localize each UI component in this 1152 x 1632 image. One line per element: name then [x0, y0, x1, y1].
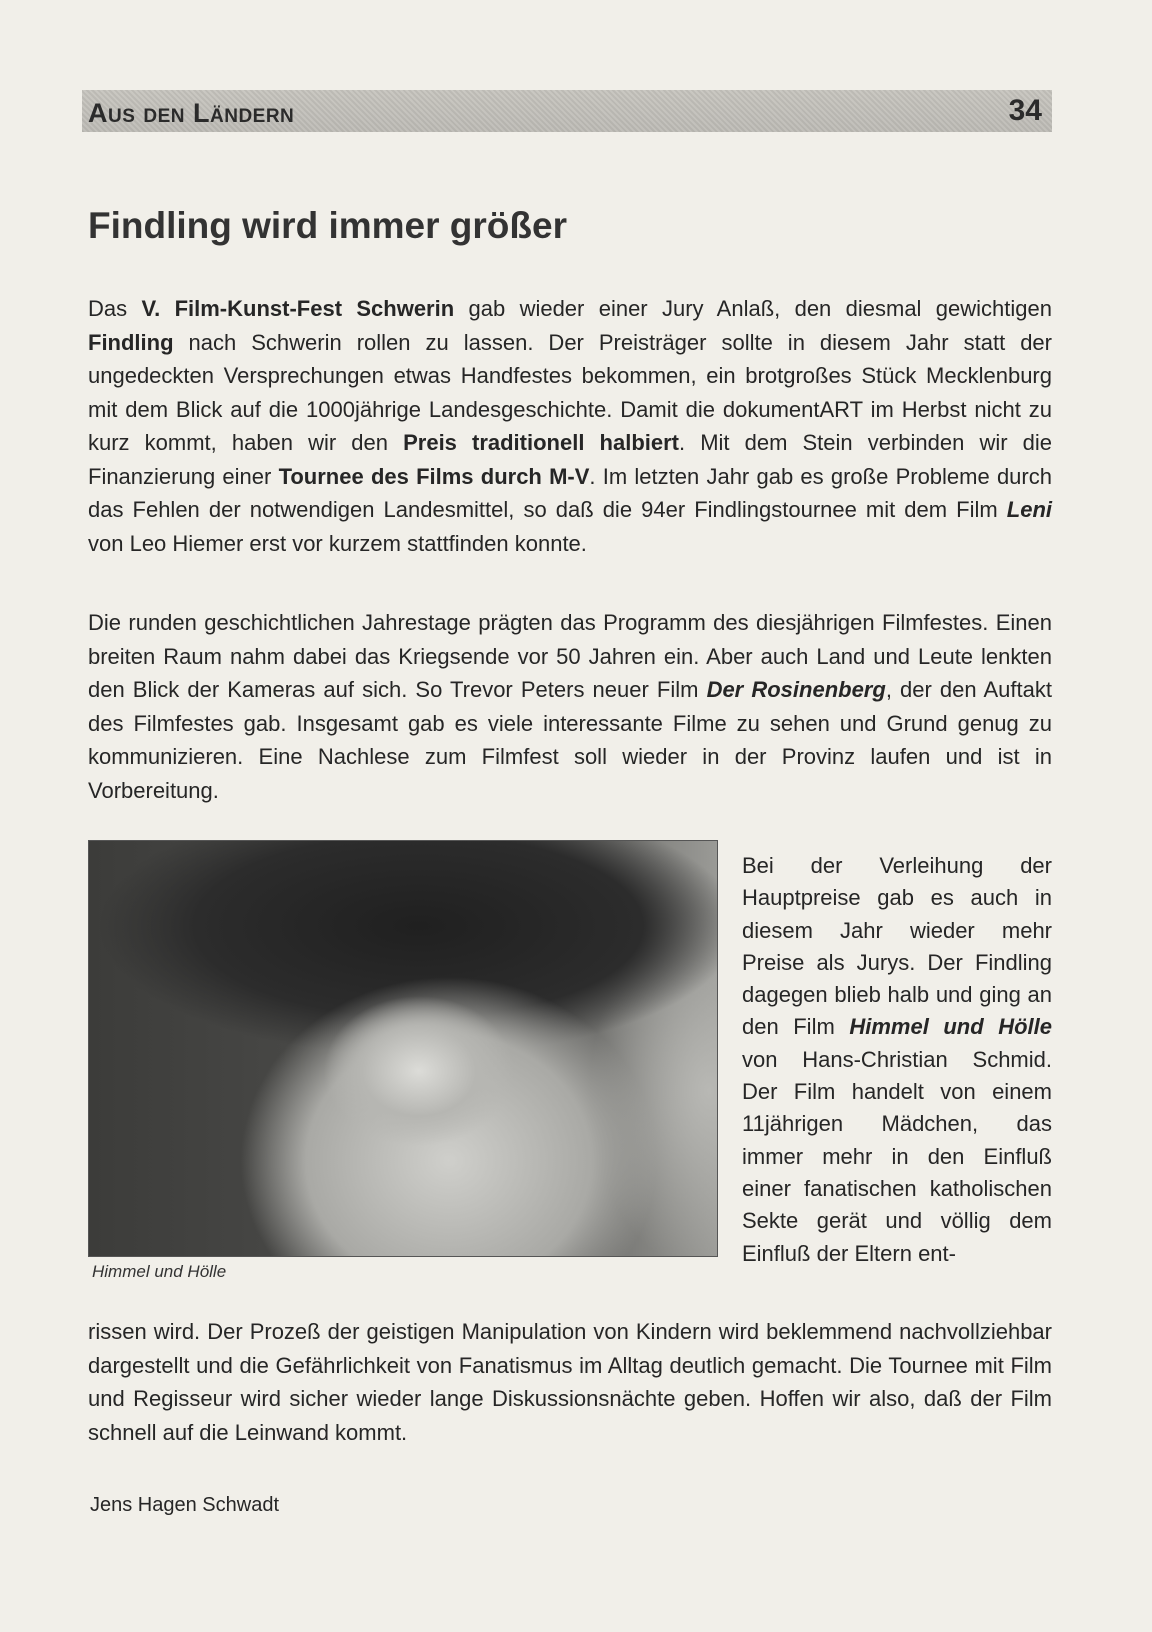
bold-text: Findling [88, 329, 174, 355]
text-run: von Leo Hiemer erst vor kurzem stattfinden konnte. [88, 530, 587, 556]
article-paragraph-4: rissen wird. Der Prozeß der geistigen Manipulation von Kindern wird beklemmend nachvollziehbar dargestellt und die Gefährlichkeit von Fanatismus im Alltag deutlich gemacht. Die Tournee mit Film und Regisseur wird sicher wieder lange Diskussionsnächte geben. Hoffen wir also, daß der Film schnell auf die Leinwand kommt. [88, 1319, 1052, 1445]
bold-text: Preis traditionell halbiert [403, 430, 679, 455]
article-paragraph-1 [88, 292, 1052, 560]
text-run: Bei der Verleihung der Hauptpreise gab es auch in diesem Jahr wieder mehr Preise als Jurys. Der Findling dagegen blieb halb und ging an den Film [742, 853, 1052, 1040]
article-title: Findling wird immer größer [88, 205, 567, 246]
article-paragraph-2 [88, 606, 1052, 807]
bold-text: Tournee des Films durch M-V [278, 463, 590, 489]
text-run: . Im letzten Jahr gab es große Probleme durch das Fehlen der notwendigen Landesmittel, so daß die 94er Findlingstournee mit dem Film [88, 463, 1052, 522]
text-run: gab wieder einer Jury Anlaß, den diesmal gewichtigen [454, 296, 1052, 321]
text-run: Das [88, 296, 142, 321]
photo-caption: Himmel und Hölle [92, 1262, 227, 1281]
film-still-photo [88, 840, 718, 1257]
text-run: Die runden geschichtlichen Jahrestage prägten das Programm des diesjährigen Filmfestes. Einen breiten Raum nahm dabei das Kriegsende vor 50 Jahren ein. Aber auch Land und Leute lenkten den Blick der Kameras auf sich. So Trevor Peters neuer Film [88, 610, 1052, 702]
text-run: . Mit dem Stein verbinden wir die Finanzierung einer [88, 430, 1052, 489]
page-number: 34 [1008, 94, 1042, 127]
film-title-rosinenberg: Der Rosinenberg [706, 677, 886, 702]
article-paragraph-3 [742, 850, 1052, 1270]
text-run: von Hans-Christian Schmid. Der Film handelt von einem 11jährigen Mädchen, das immer mehr in den Einfluß einer fanatischen katholischen Sekte gerät und völlig dem Einfluß der Eltern ent- [742, 1046, 1052, 1266]
text-run: , der den Auftakt des Filmfestes gab. Insgesamt gab es viele interessante Filme zu sehen und Grund genug zu kommunizieren. Eine Nachlese zum Filmfest soll wieder in der Provinz laufen und ist in Vorbereitung. [88, 677, 1052, 803]
film-title-leni: Leni [1006, 497, 1052, 522]
section-title: Aus den Ländern [88, 98, 295, 128]
bold-text: V. Film-Kunst-Fest Schwerin [141, 296, 455, 321]
text-run: nach Schwerin rollen zu lassen. Der Preisträger sollte in diesem Jahr statt der ungedeckten Versprechungen etwas Handfestes bekommen, ein brotgroßes Stück Mecklenburg mit dem Blick auf die 1000jährige Landesgeschichte. Damit die dokumentART im Herbst nicht zu kurz kommt, haben wir den [88, 329, 1052, 455]
film-title-himmel-und-hoelle: Himmel und Hölle [849, 1014, 1052, 1040]
author-byline: Jens Hagen Schwadt [90, 1494, 280, 1516]
section-header-bar [82, 90, 1052, 132]
